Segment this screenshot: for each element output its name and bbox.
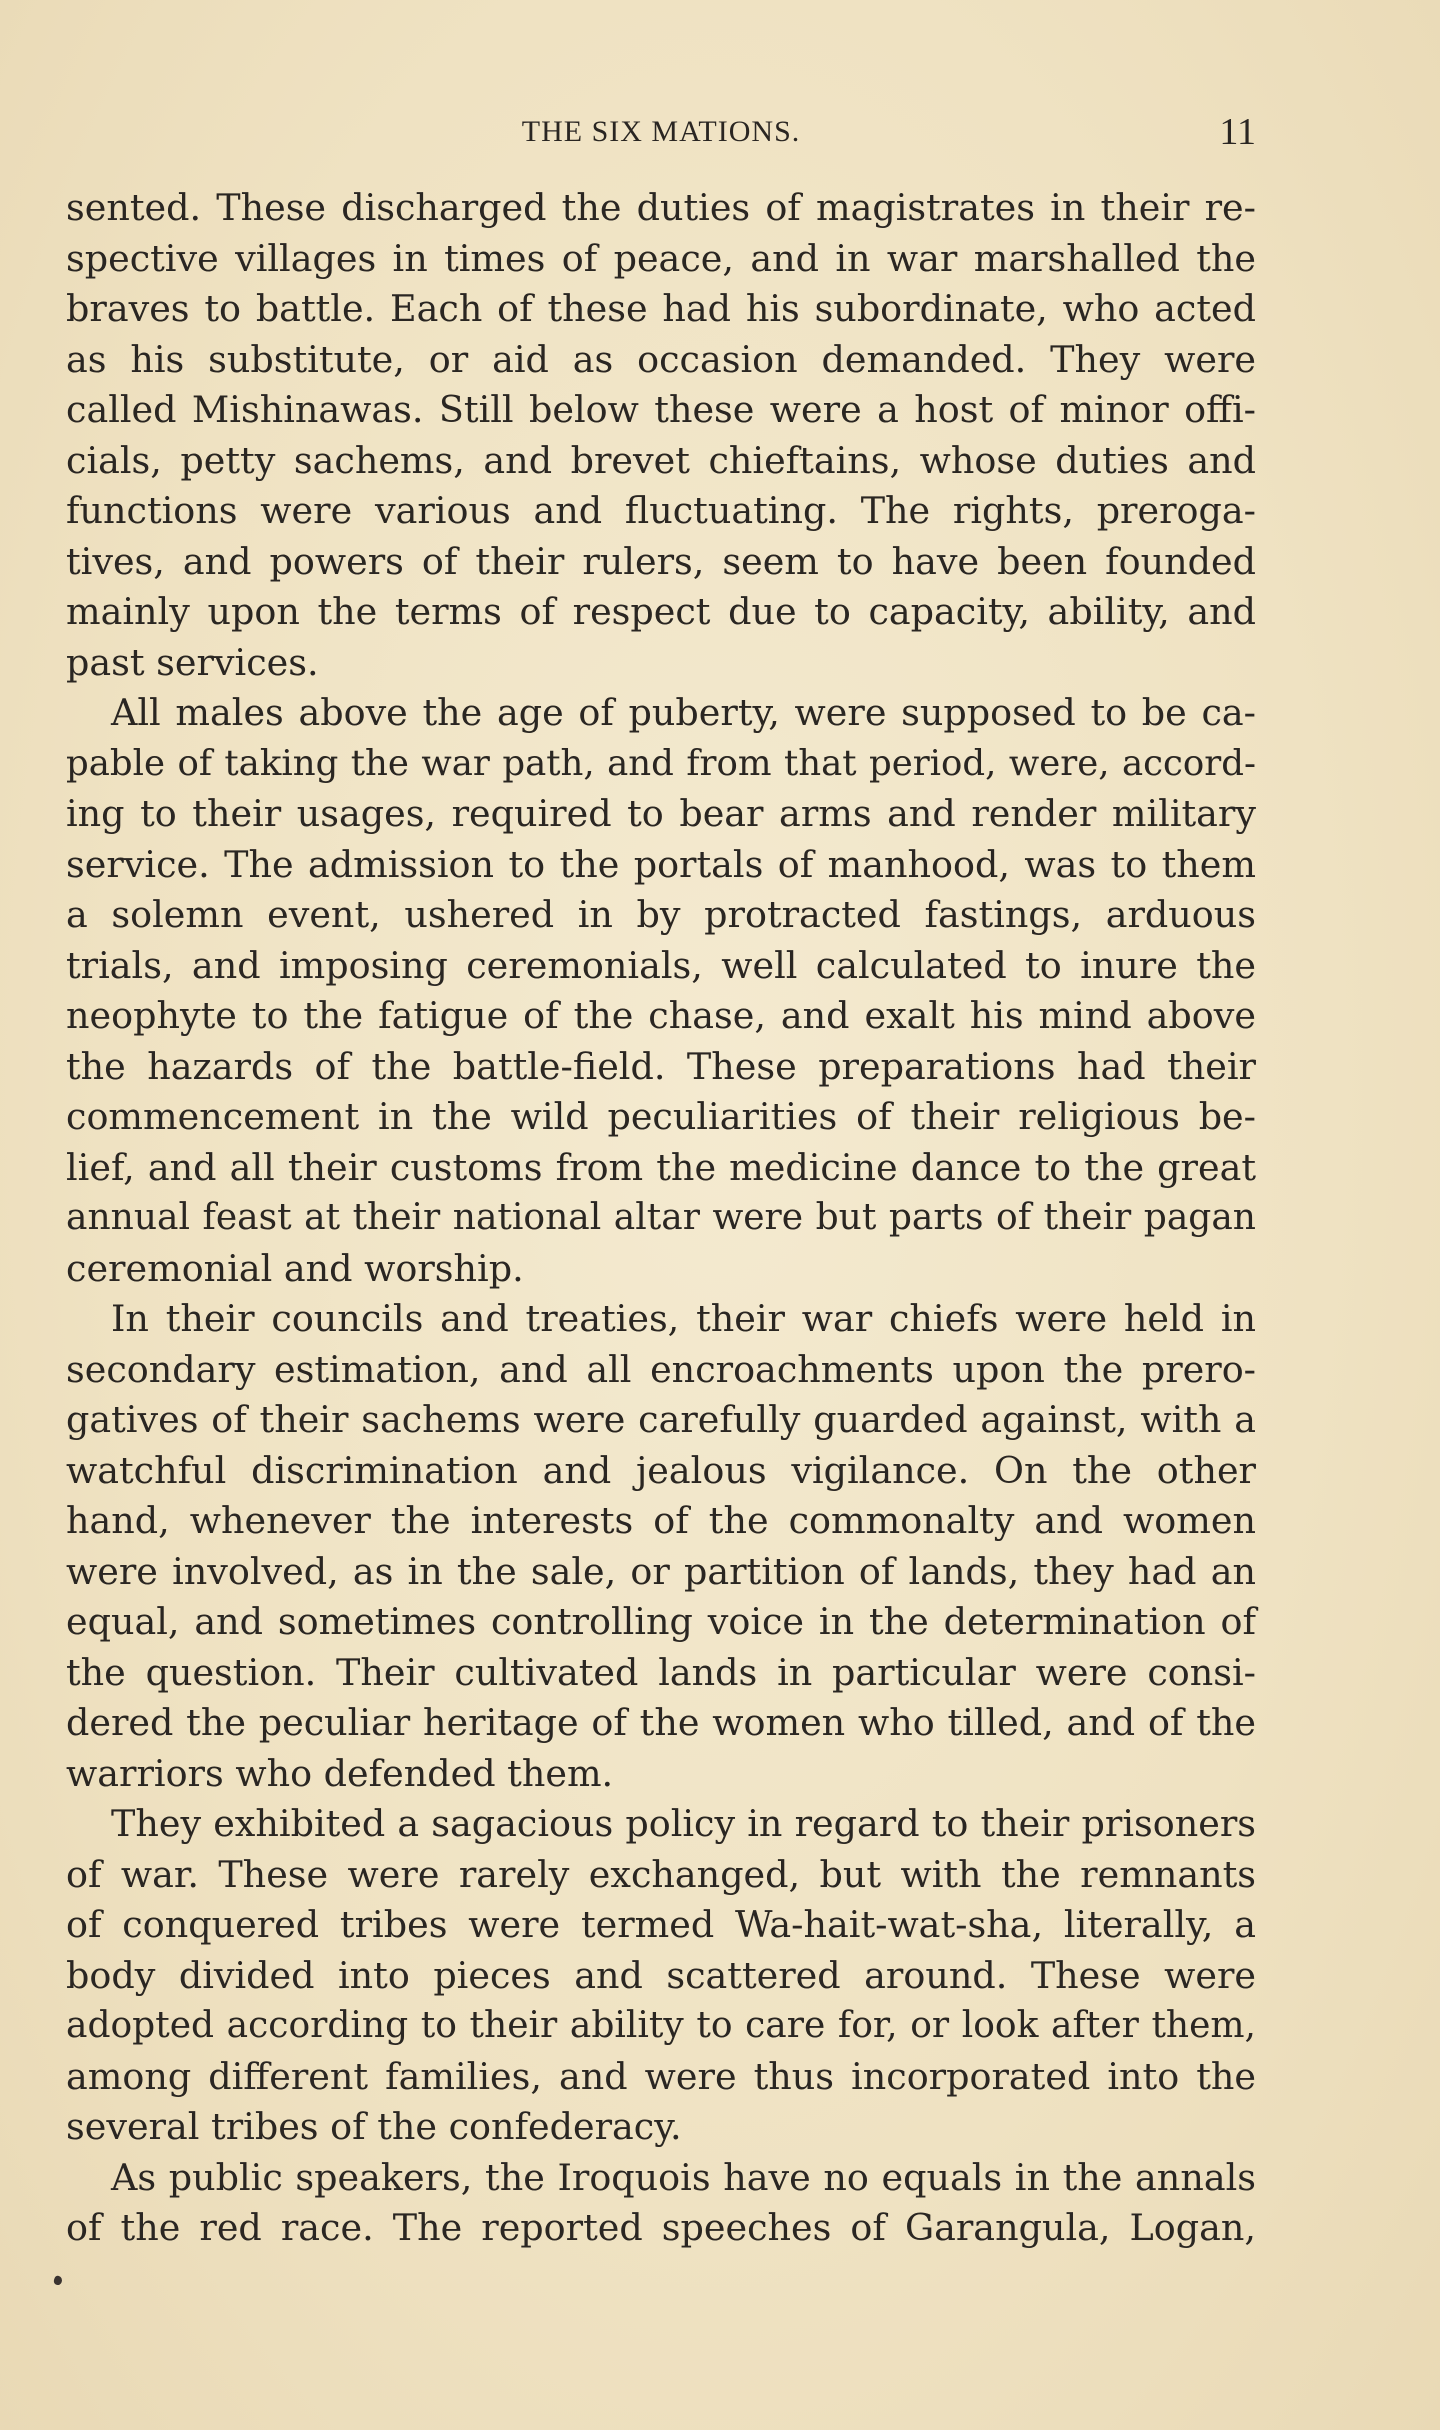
text-line: tives, and powers of their rulers, seem to have been founded (66, 539, 1256, 583)
text-line: functions were various and fluctuating. The rights, preroga- (66, 489, 1256, 532)
text-line: a solemn event, ushered in by protracted fastings, arduous (66, 893, 1256, 936)
paragraph-start-line: All males above the age of puberty, were supposed to be ca- (111, 691, 1256, 734)
text-line: among different families, and were thus incorporated into the (66, 2054, 1256, 2098)
paragraph-start-line: They exhibited a sagacious policy in regard to their prisoners (111, 1802, 1256, 1845)
text-line: adopted according to their ability to care for, or look after them, (66, 2005, 1256, 2046)
text-line: sented. These discharged the duties of magistrates in their re- (66, 186, 1256, 229)
text-line: of the red race. The reported speeches of Garangula, Logan, (66, 2206, 1256, 2249)
text-line: dered the peculiar heritage of the women who tilled, and of the (66, 1701, 1256, 1744)
text-line: commencement in the wild peculiarities of their religious be- (66, 1095, 1256, 1138)
paragraph-end-line: warriors who defended them. (66, 1751, 614, 1795)
text-line: were involved, as in the sale, or partition of lands, they had an (66, 1549, 1256, 1593)
text-line: watchful discrimination and jealous vigilance. On the other (66, 1448, 1256, 1492)
text-line: neophyte to the fatigue of the chase, and exalt his mind above (66, 994, 1256, 1037)
text-line: pable of taking the war path, and from that period, were, accord- (66, 742, 1256, 784)
running-title: THE SIX MATIONS. (521, 115, 801, 148)
text-line: hand, whenever the interests of the commonalty and women (66, 1499, 1256, 1542)
text-line: braves to battle. Each of these had his subordinate, who acted (66, 287, 1256, 330)
paragraph-start-line: In their councils and treaties, their war chiefs were held in (111, 1297, 1256, 1340)
text-line: the question. Their cultivated lands in particular were consi- (66, 1650, 1256, 1694)
paragraph-start-line: As public speakers, the Iroquois have no equals in the annals (111, 2155, 1256, 2199)
text-line: ing to their usages, required to bear arms and render military (66, 792, 1256, 835)
text-line: mainly upon the terms of respect due to capacity, ability, and (66, 590, 1256, 633)
text-line: annual feast at their national altar were but parts of their pagan (66, 1197, 1256, 1238)
text-line: of conquered tribes were termed Wa-hait-wat-sha, literally, a (66, 1903, 1256, 1946)
text-line: gatives of their sachems were carefully guarded against, with a (66, 1398, 1256, 1441)
page-number: 11 (1219, 111, 1256, 153)
ink-mark (53, 2275, 64, 2286)
paragraph-end-line: several tribes of the confederacy. (66, 2105, 682, 2148)
text-line: lief, and all their customs from the medicine dance to the great (66, 1145, 1256, 1189)
text-line: the hazards of the battle-field. These preparations had their (66, 1044, 1256, 1088)
text-line: body divided into pieces and scattered around. These were (66, 1953, 1256, 1997)
text-line: spective villages in times of peace, and in war marshalled the (66, 236, 1256, 280)
text-line: called Mishinawas. Still below these were a host of minor offi- (66, 388, 1256, 431)
running-head (66, 102, 1256, 162)
paragraph-end-line: ceremonial and worship. (66, 1246, 524, 1290)
text-line: trials, and imposing ceremonials, well calculated to inure the (66, 943, 1256, 987)
paragraph-end-line: past services. (66, 640, 319, 684)
text-line: service. The admission to the portals of manhood, was to them (66, 842, 1256, 886)
body-text (66, 183, 1256, 2254)
text-line: as his substitute, or aid as occasion demanded. They were (66, 337, 1256, 381)
text-line: equal, and sometimes controlling voice in the determination of (66, 1600, 1256, 1643)
text-line: of war. These were rarely exchanged, but with the remnants (66, 1852, 1256, 1896)
text-line: secondary estimation, and all encroachments upon the prero- (66, 1347, 1256, 1391)
text-line: cials, petty sachems, and brevet chieftains, whose duties and (66, 438, 1256, 482)
